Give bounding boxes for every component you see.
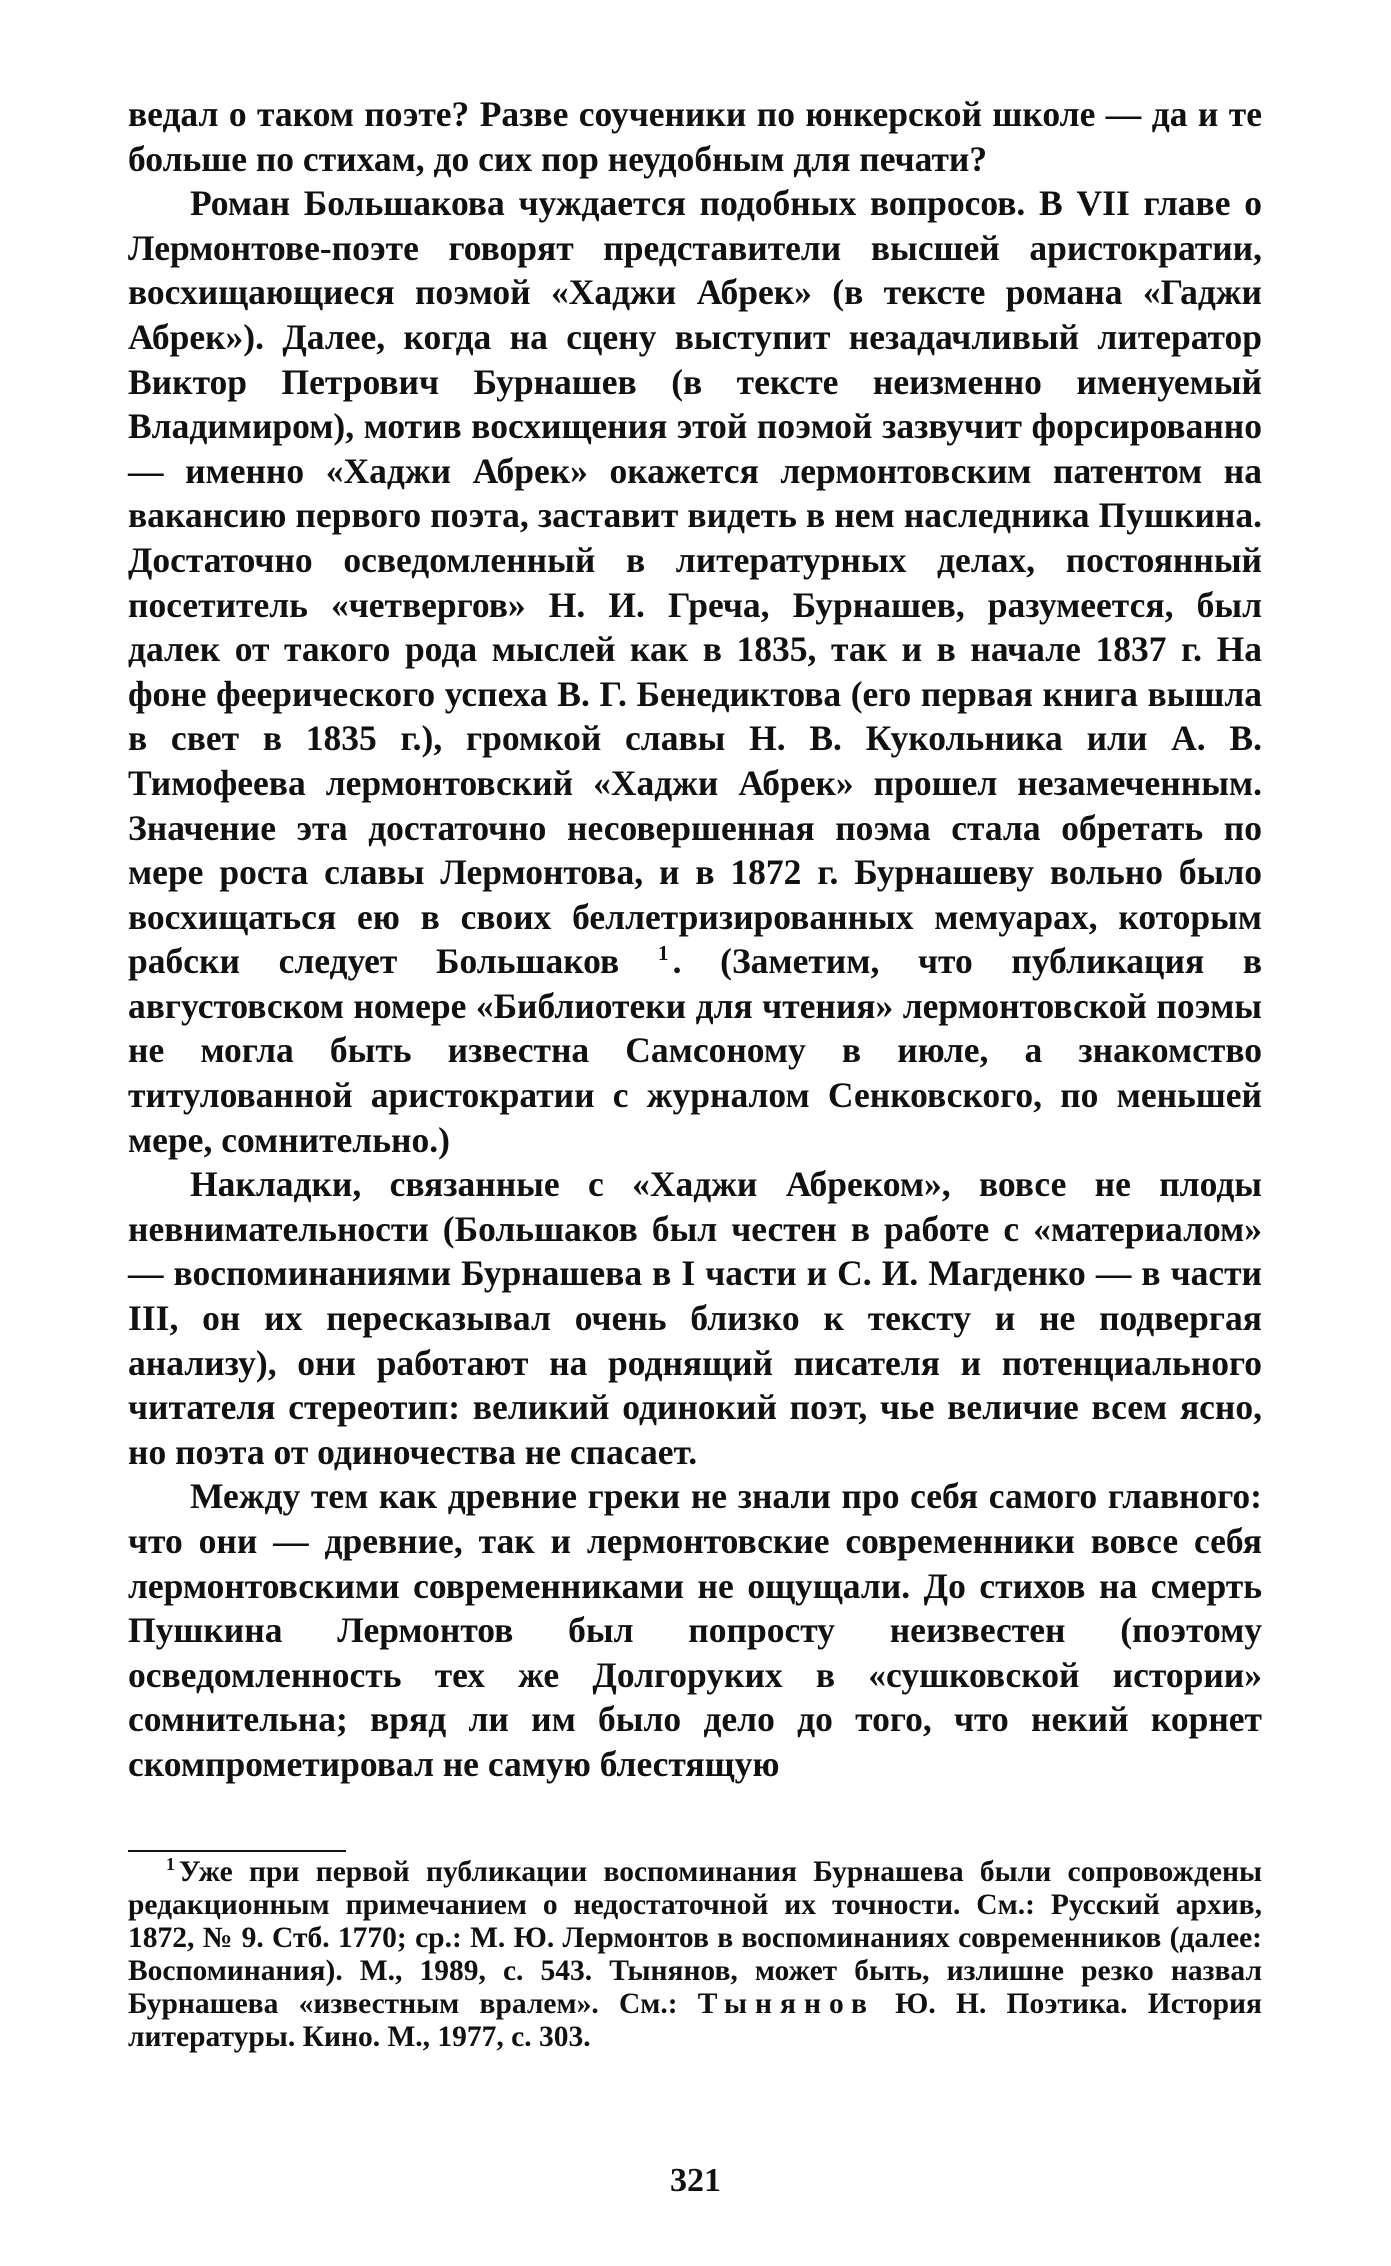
footnote-citation: Ю. Н. Поэтика. История литературы. Кино. М., 1977, с. 303.: [128, 1988, 1263, 2053]
footnote: [128, 1856, 1262, 2054]
page-body: [128, 92, 1262, 1787]
paragraph-2-text: Роман Большакова чуждается подобных вопросов. В VII главе о Лермонтове-поэте говорят представители высшей аристократии, восхищающиеся поэмой «Хаджи Абрек» (в тексте романа «Гаджи Абрек»). Далее, когда на сцену выступит незадачливый литератор Виктор Петрович Бурнашев (в тексте неизменно именуемый Владимиром), мотив восхищения этой поэмой зазвучит форсированно — именно «Хаджи Абрек» окажется лермонтовским патентом на вакансию первого поэта, заставит видеть в нем наследника Пушкина. Достаточно осведомленный в литературных делах, постоянный посетитель «четвергов» Н. И. Греча, Бурнашев, разумеется, был далек от такого рода мыслей как в 1835, так и в начале 1837 г. На фоне феерического успеха В. Г. Бенедиктова (его первая книга вышла в свет в 1835 г.), громкой славы Н. В. Кукольника или А. В. Тимофеева лермонтовский «Хаджи Абрек» прошел незамеченным. Значение эта достаточно несовершенная поэма стала обретать по мере роста славы Лермонтова, и в 1872 г. Бурнашеву вольно было восхищаться ею в своих беллетризированных мемуарах, которым рабски следует Большаков: [128, 183, 1262, 982]
footnote-divider: [128, 1850, 346, 1852]
main-text: [128, 92, 1262, 1787]
footnote-text: [128, 1856, 1262, 2054]
footnote-body: Уже при первой публикации воспоминания Бурнашева были сопровождены редакционным примечанием о недостаточной их точности. См.: Русский архив, 1872, № 9. Стб. 1770; ср.: М. Ю. Лермонтов в воспоминаниях современников (далее: Воспоминания). М., 1989, с. 543. Тынянов, может быть, излишне резко назвал Бурнашева «известным вралем». См.:: [128, 1856, 1262, 2020]
page-number: 321: [670, 2162, 721, 2199]
paragraph-2-aside: (Заметим, что публикация в августовском номере «Библиотеки для чтения» лермонтовской поэмы не могла быть известна Самсоному в июле, а знакомство титулованной аристократии с журналом Сенковского, по меньшей мере, сомнительно.): [128, 941, 1263, 1160]
footnote-reference: 1: [657, 941, 669, 966]
footnote-author-spaced: Тынянов: [697, 1988, 875, 2020]
paragraph-2: Роман Большакова чуждается подобных вопросов. В VII главе о Лермонтове-поэте говорят представители высшей аристократии, восхищающиеся поэмой «Хаджи Абрек» (в тексте романа «Гаджи Абрек»). Далее, когда на сцену выступит незадачливый литератор Виктор Петрович Бурнашев (в тексте неизменно именуемый Владимиром), мотив восхищения этой поэмой зазвучит форсированно — именно «Хаджи Абрек» окажется лермонтовским патентом на вакансию первого поэта, заставит видеть в нем наследника Пушкина. Достаточно осведомленный в литературных делах, постоянный посетитель «четвергов» Н. И. Греча, Бурнашев, разумеется, был далек от такого рода мыслей как в 1835, так и в начале 1837 г. На фоне феерического успеха В. Г. Бенедиктова (его первая книга вышла в свет в 1835 г.), громкой славы Н. В. Кукольника или А. В. Тимофеева лермонтовский «Хаджи Абрек» прошел незамеченным. Значение эта достаточно несовершенная поэма стала обретать по мере роста славы Лермонтова, и в 1872 г. Бурнашеву вольно было восхищаться ею в своих беллетризированных мемуарах, которым рабски следует Большаков $^1$ . (Заметим, что публикация в августовском номере «Библиотеки для чтения» лермонтовской поэмы не могла быть известна Самсоному в июле, а знакомство титулованной аристократии с журналом Сенковского, по меньшей мере, сомнительно.): [128, 183, 1263, 1160]
paragraph-4: Между тем как древние греки не знали про себя самого главного: что они — древние, так и лермонтовские современники вовсе себя лермонтовскими современниками не ощущали. До стихов на смерть Пушкина Лермонтов был попросту неизвестен (поэтому осведомленность тех же Долгоруких в «сушковской истории» сомнительна; вряд ли им было дело до того, что некий корнет скомпрометировал не самую блестящую: [128, 1476, 1262, 1784]
footnote-mark: 1: [166, 1854, 175, 1875]
paragraph-3: Накладки, связанные с «Хаджи Абреком», вовсе не плоды невнимательности (Большаков был честен в работе с «материалом» — воспоминаниями Бурнашева в I части и С. И. Магденко — в части III, он их пересказывал очень близко к тексту и не подвергая анализу), они работают на роднящий писателя и потенциального читателя стереотип: великий одинокий поэт, чье величие всем ясно, но поэта от одиночества не спасает.: [128, 1164, 1262, 1472]
paragraph-1: ведал о таком поэте? Разве соученики по юнкерской школе — да и те больше по стихам, до сих пор неудобным для печати?: [128, 94, 1262, 179]
